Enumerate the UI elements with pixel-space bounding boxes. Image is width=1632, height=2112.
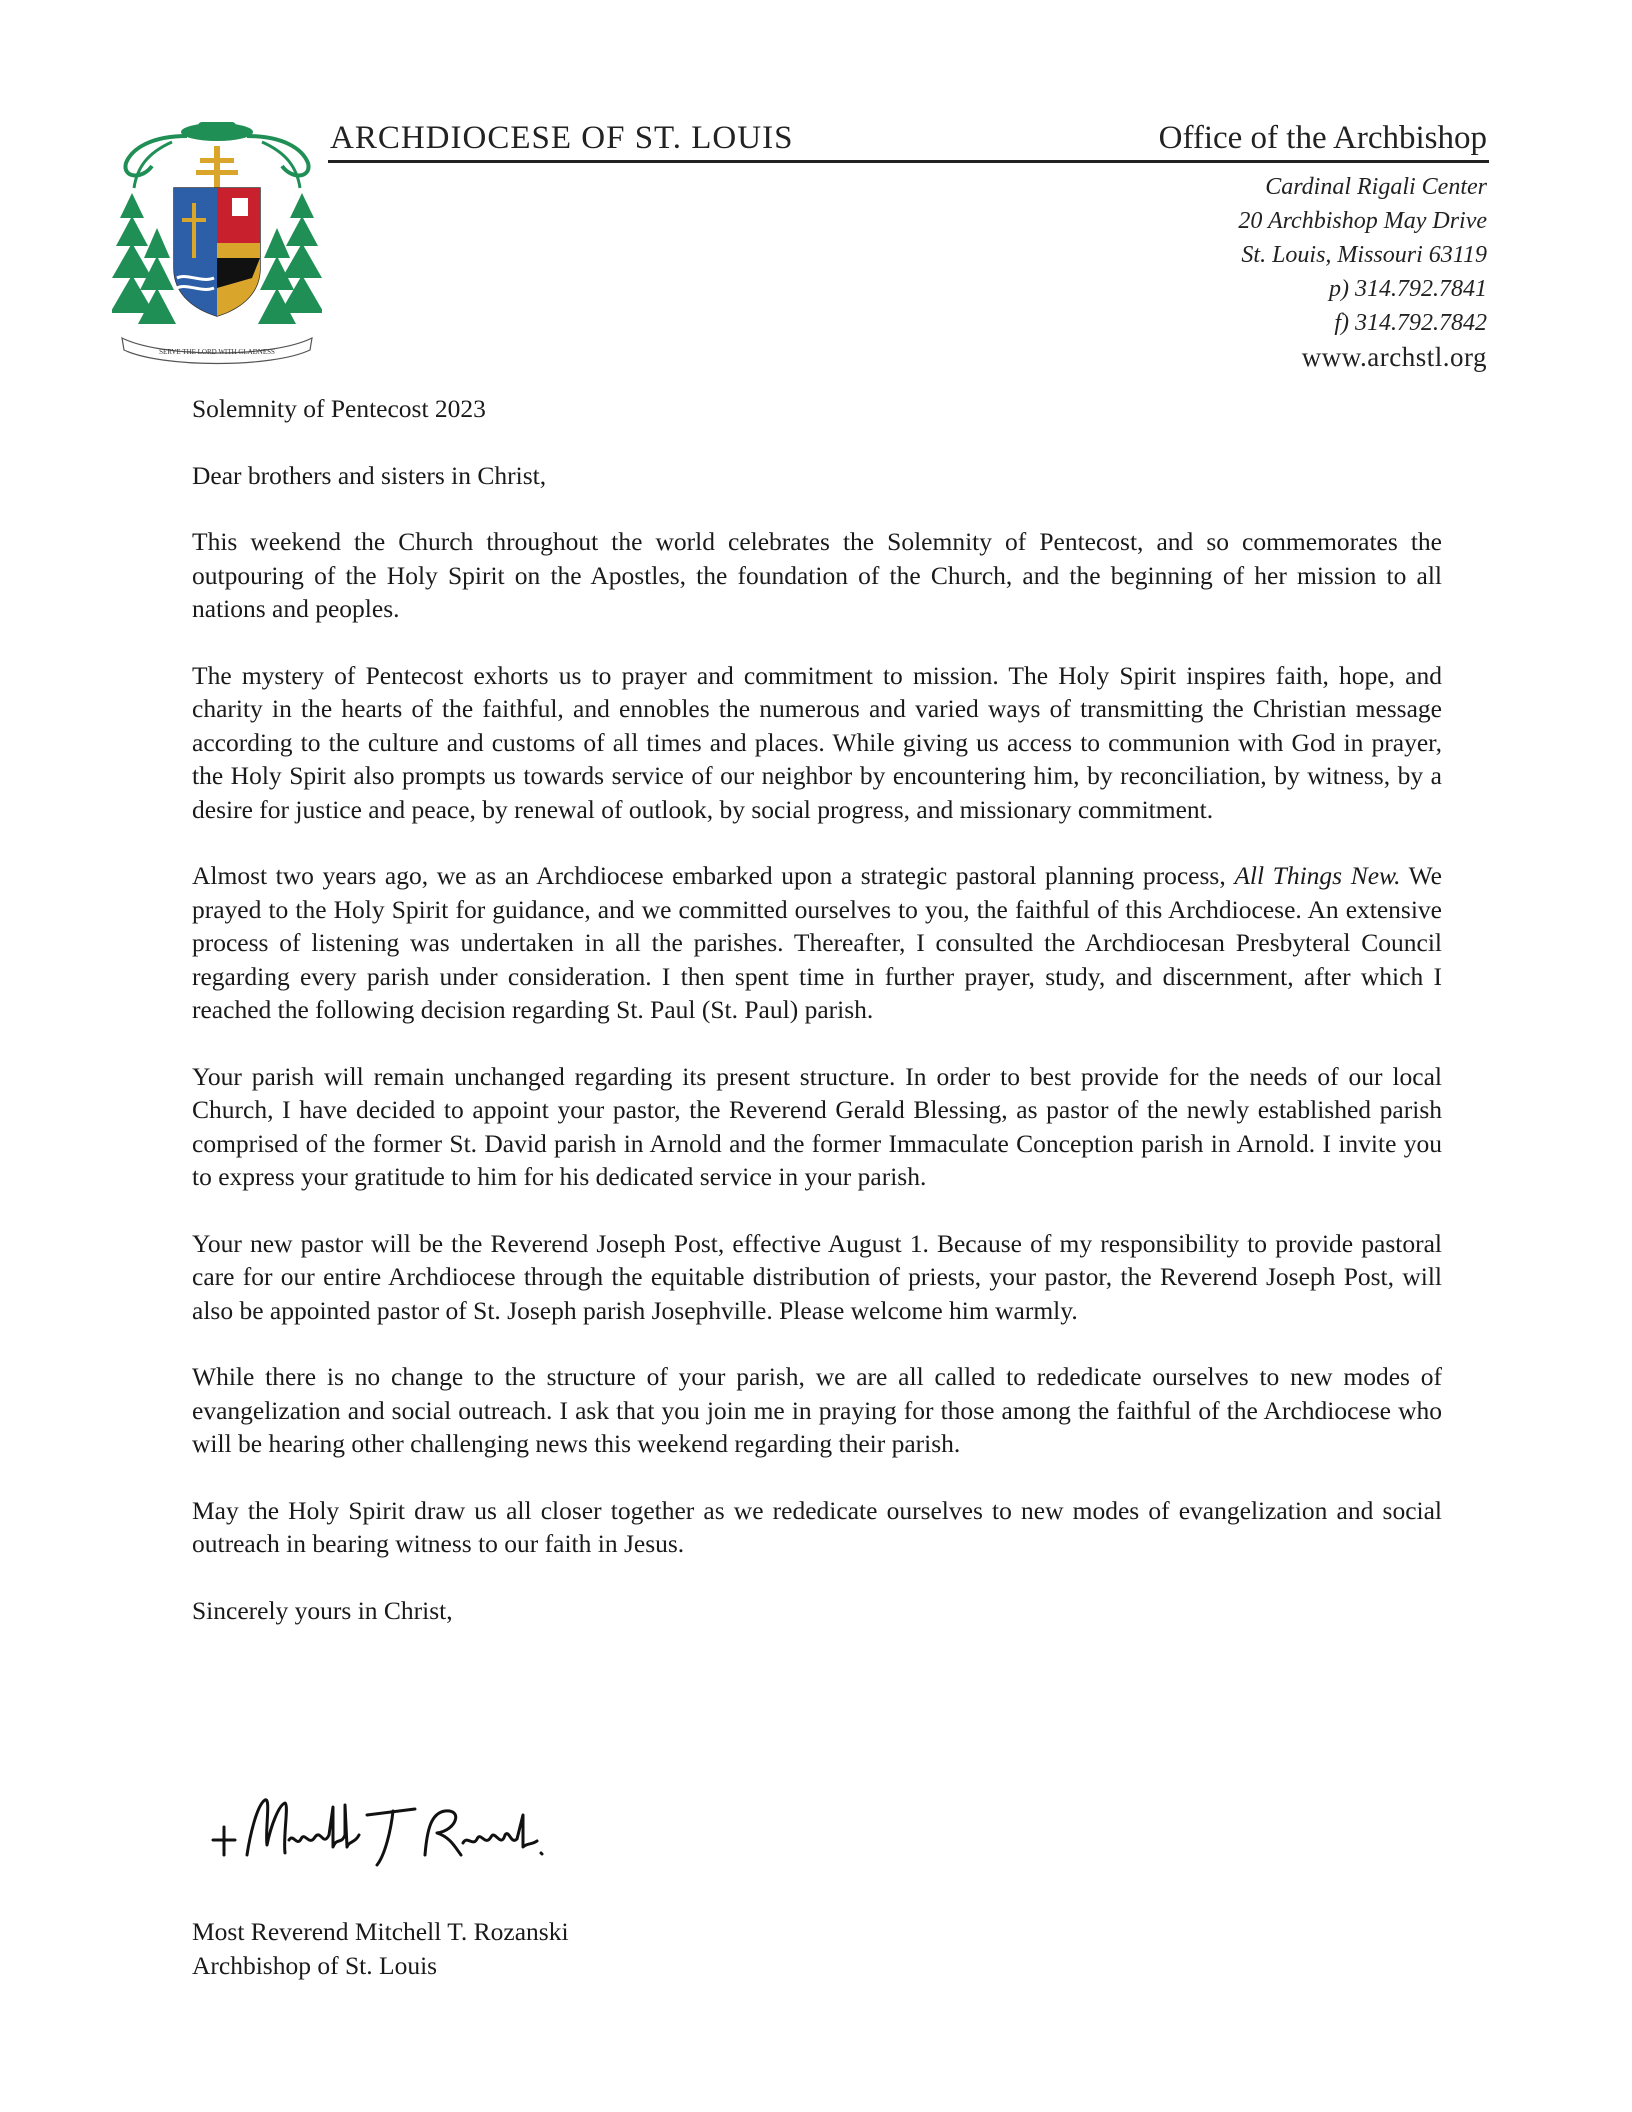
paragraph-3-start: Almost two years ago, we as an Archdiocese embarked upon a strategic pastoral planning process,	[192, 861, 1226, 890]
address-fax: f) 314.792.7842	[1334, 310, 1487, 336]
signer-block	[192, 1915, 569, 1983]
signer-title: Archbishop of St. Louis	[192, 1951, 438, 1980]
address-street: 20 Archbishop May Drive	[1238, 208, 1487, 234]
address-website: www.archstl.org	[1301, 342, 1487, 372]
paragraph-6: While there is no change to the structure of your parish, we are all called to rededicate ourselves to new modes of evangelization and social outreach. I ask that you join me in praying for those among the faithful of the Archdiocese who will be hearing other challenging news this weekend regarding their parish.	[192, 1362, 1442, 1458]
handwritten-signature	[205, 1785, 545, 1895]
paragraph-5: Your new pastor will be the Reverend Joseph Post, effective August 1. Because of my responsibility to provide pastoral care for our entire Archdiocese through the equitable distribution of priests, your pastor, the Reverend Joseph Post, will also be appointed pastor of St. Joseph parish Josephville. Please welcome him warmly.	[192, 1228, 1442, 1325]
header-divider	[328, 160, 1489, 163]
signer-name: Most Reverend Mitchell T. Rozanski	[192, 1917, 569, 1946]
letter-salutation: Dear brothers and sisters in Christ,	[192, 460, 547, 490]
paragraph-3-end: We prayed to the Holy Spirit for guidance, and we committed ourselves to you, the faithful of this Archdiocese. An extensive process of listening was undertaken in all the parishes. Thereafter, I consulted the Archdiocesan Presbyteral Council regarding every parish under consideration. I then spent time in further prayer, study, and discernment, after which I reached the following decision regarding St. Paul (St. Paul) parish.	[192, 861, 1442, 1024]
archdiocese-name: ARCHDIOCESE OF ST. LOUIS	[330, 120, 794, 156]
paragraph-4: Your parish will remain unchanged regarding its present structure. In order to best provide for the needs of our local Church, I have decided to appoint your pastor, the Reverend Gerald Blessing, as pastor of the newly established parish comprised of the former St. David parish in Arnold and the former Immaculate Conception parish in Arnold. I invite you to express your gratitude to him for his dedicated service in your parish.	[192, 1061, 1442, 1191]
return-address	[1238, 170, 1487, 374]
paragraph-1: This weekend the Church throughout the world celebrates the Solemnity of Pentecost, and so commemorates the outpouring of the Holy Spirit on the Apostles, the foundation of the Church, and the beginning of her mission to all nations and peoples.	[192, 527, 1442, 623]
letter-closing: Sincerely yours in Christ,	[192, 1595, 453, 1625]
paragraph-3	[192, 859, 1442, 1027]
address-building: Cardinal Rigali Center	[1265, 174, 1487, 200]
address-phone: p) 314.792.7841	[1329, 276, 1487, 302]
archdiocese-coat-of-arms-logo	[112, 118, 322, 368]
letter-body	[192, 392, 1442, 1660]
paragraph-2: The mystery of Pentecost exhorts us to prayer and commitment to mission. The Holy Spirit inspires faith, hope, and charity in the hearts of the faithful, and ennobles the numerous and varied ways of transmitting the Christian message according to the culture and customs of all times and places. While giving us access to communion with God in prayer, the Holy Spirit also prompts us towards service of our neighbor by encountering him, by reconciliation, by witness, by a desire for justice and peace, by renewal of outlook, by social progress, and missionary commitment.	[192, 660, 1442, 824]
paragraph-7: May the Holy Spirit draw us all closer together as we rededicate ourselves to new modes of evangelization and social outreach in bearing witness to our faith in Jesus.	[192, 1495, 1442, 1558]
office-name: Office of the Archbishop	[1158, 120, 1487, 156]
address-city: St. Louis, Missouri 63119	[1241, 242, 1487, 268]
letter-date: Solemnity of Pentecost 2023	[192, 394, 486, 423]
process-name: All Things New.	[1234, 861, 1401, 890]
svg-text:SERVE THE LORD WITH GLADNESS: SERVE THE LORD WITH GLADNESS	[159, 348, 275, 356]
